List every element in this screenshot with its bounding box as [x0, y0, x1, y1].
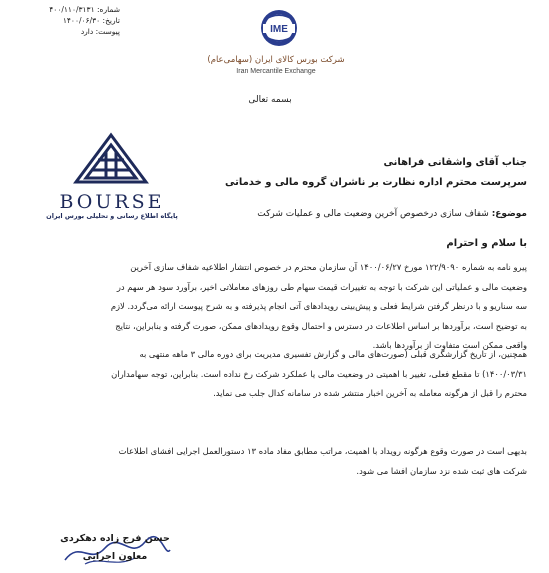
- paragraph-line: شرکت های ثبت شده نزد سازمان افشا می شود.: [356, 465, 527, 476]
- greeting: با سلام و احترام: [446, 238, 527, 249]
- basmala: بسمه تعالی: [248, 95, 292, 105]
- letter-meta: [8, 4, 120, 37]
- letter-date-label: تاریخ:: [102, 16, 120, 25]
- paragraph-line: به توضیح است، برآوردها بر اساس اطلاعات در دسترس و احتمال وقوع رویدادهای ممکن، صورت گرفته و بنابراین، نتایج: [115, 320, 527, 331]
- letter-number-label: شماره:: [97, 5, 120, 14]
- paragraph-line: محترم را قبل از هرگونه معامله به آخرین اخبار منتشر شده در سامانه کدال جلب می نماید.: [213, 388, 527, 398]
- letter-attachment-label: پیوست:: [95, 27, 120, 36]
- body-paragraph-3: [17, 442, 527, 481]
- paragraph-line: همچنین، از تاریخ گزارشگری قبلی (صورت‌های مالی و گزارش تفسیری مدیریت برای دوره مالی ۳ ماهه منتهی به: [139, 349, 527, 359]
- bourse-logo-tagline: پایگاه اطلاع رسانی و تحلیلی بورس ایران: [46, 212, 178, 220]
- recipient-title: سرپرست محترم اداره نظارت بر ناشران گروه مالی و خدماتی: [224, 177, 527, 188]
- letter-number-value: ۴۰۰/۱۱۰/۳۱۳۱: [49, 5, 95, 14]
- letter-date-value: ۱۴۰۰/۰۶/۳۰: [62, 16, 101, 25]
- subject-text: شفاف سازی درخصوص آخرین وضعیت مالی و عملیات شرکت: [257, 209, 489, 219]
- company-name-en: Iran Mercantile Exchange: [236, 68, 316, 75]
- ime-logo-text: IME: [270, 24, 288, 35]
- letter-subject: [257, 209, 527, 219]
- ime-logo-icon: [258, 8, 300, 48]
- letter-attachment-value: دارد: [80, 27, 94, 36]
- body-paragraph-2: [17, 345, 527, 404]
- company-name-fa: شرکت بورس کالای ایران (سهامی‌عام): [207, 55, 345, 65]
- bourse-logo-word: BOURSE: [59, 191, 165, 213]
- subject-label: موضوع:: [491, 209, 527, 219]
- paragraph-line: واقعی ممکن است متفاوت از برآوردها باشد.: [372, 340, 527, 350]
- body-paragraph-1: [17, 258, 527, 356]
- letter-attachment: [8, 26, 120, 37]
- signatory-title: معاون اجرایی: [82, 551, 148, 562]
- paragraph-line: سه سناریو و با درنظر گرفتن شرایط فعلی و پیش‌بینی رویدادهای آتی انجام پذیرفته و به شرح پیوست ارائه می‌گردد. لازم: [110, 301, 527, 311]
- paragraph-line: بدیهی است در صورت وقوع هرگونه رویداد با اهمیت، مراتب مطابق مفاد ماده ۱۳ دستورالعمل اجرایی افشای اطلاعات: [118, 446, 527, 456]
- paragraph-line: پیرو نامه به شماره ۱۲۲/۹۰۹۰ مورخ ۱۴۰۰/۰۶/۲۷ آن سازمان محترم در خصوص انتشار اطلاعیه شفاف سازی آخرین: [130, 262, 527, 272]
- letter-date: [8, 15, 120, 26]
- recipient-name: جناب آقای واشقانی فراهانی: [383, 157, 527, 168]
- paragraph-line: ۱۴۰۰/۰۳/۳۱) تا مقطع فعلی، تغییر با اهمیتی در وضعیت مالی یا عملکرد شرکت رخ نداده است. بنابراین، توجه سهامداران: [111, 368, 527, 379]
- letter-number: [8, 4, 120, 15]
- paragraph-line: وضعیت مالی و عملیاتی این شرکت با توجه به تغییرات قیمت سهام طی روزهای معاملاتی اخیر، برآورد سود هر سهم در: [116, 281, 527, 292]
- signatory-name: حسن فرج زاده دهکردی: [60, 533, 170, 544]
